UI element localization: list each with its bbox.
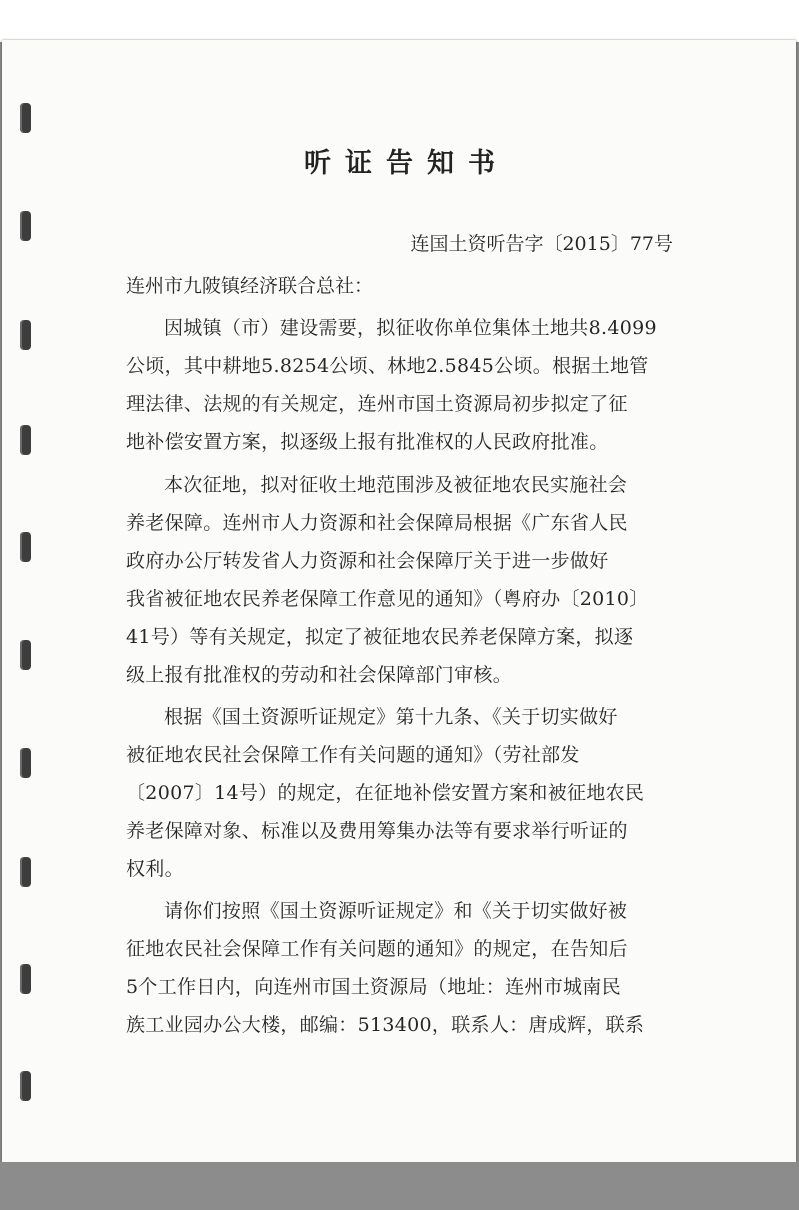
paragraph-4-line-4: 族工业园办公大楼，邮编：513400，联系人：唐成辉，联系 xyxy=(126,1014,645,1036)
paragraph-3-line-1: 根据《国土资源听证规定》第十九条、《关于切实做好 xyxy=(164,706,618,728)
paragraph-1-line-3: 理法律、法规的有关规定，连州市国土资源局初步拟定了征 xyxy=(126,393,628,415)
paragraph-3-line-4: 养老保障对象、标准以及费用筹集办法等有要求举行听证的 xyxy=(126,820,628,842)
paragraph-1-line-4: 地补偿安置方案，拟逐级上报有批准权的人民政府批准。 xyxy=(126,431,609,453)
punch-hole-icon xyxy=(20,532,31,562)
paragraph-3-line-3: 〔2007〕14号）的规定，在征地补偿安置方案和被征地农民 xyxy=(126,782,645,804)
document-title: 听证告知书 xyxy=(304,148,509,179)
paragraph-2-line-5: 41号）等有关规定，拟定了被征地农民养老保障方案，拟逐 xyxy=(126,626,634,648)
punch-hole-icon xyxy=(20,211,31,241)
recipient-line: 连州市九陂镇经济联合总社： xyxy=(126,275,374,297)
paragraph-1-line-1: 因城镇（市）建设需要，拟征收你单位集体土地共8.4099 xyxy=(164,317,657,339)
paragraph-2-line-3: 政府办公厅转发省人力资源和社会保障厅关于进一步做好 xyxy=(126,550,609,572)
paragraph-3-line-2: 被征地农民社会保障工作有关问题的通知》（劳社部发 xyxy=(126,744,580,766)
paragraph-3-line-5: 权利。 xyxy=(126,858,184,880)
punch-hole-icon xyxy=(20,320,31,350)
punch-hole-icon xyxy=(20,103,31,133)
paragraph-2-line-4: 我省被征地农民养老保障工作意见的通知》（粤府办〔2010〕 xyxy=(126,588,649,610)
punch-hole-icon xyxy=(20,640,31,670)
scan-bottom-margin xyxy=(0,1162,799,1210)
punch-hole-icon xyxy=(20,857,31,887)
punch-hole-icon xyxy=(20,964,31,994)
paragraph-2-line-2: 养老保障。连州市人力资源和社会保障局根据《广东省人民 xyxy=(126,512,628,534)
paragraph-1-line-2: 公顷，其中耕地5.8254公顷、林地2.5845公顷。根据土地管 xyxy=(126,355,649,377)
paragraph-2-line-6: 级上报有批准权的劳动和社会保障部门审核。 xyxy=(126,664,513,686)
scan-top-margin xyxy=(0,0,799,42)
paragraph-4-line-3: 5个工作日内，向连州市国土资源局（地址：连州市城南民 xyxy=(126,976,621,998)
paragraph-2-line-1: 本次征地，拟对征收土地范围涉及被征地农民实施社会 xyxy=(164,474,628,496)
punch-hole-icon xyxy=(20,1071,31,1101)
paragraph-4-line-2: 征地农民社会保障工作有关问题的通知》的规定，在告知后 xyxy=(126,938,628,960)
document-number: 连国土资听告字〔2015〕77号 xyxy=(410,233,673,255)
paragraph-4-line-1: 请你们按照《国土资源听证规定》和《关于切实做好被 xyxy=(164,900,628,922)
punch-hole-icon xyxy=(20,425,31,455)
punch-hole-icon xyxy=(20,748,31,778)
